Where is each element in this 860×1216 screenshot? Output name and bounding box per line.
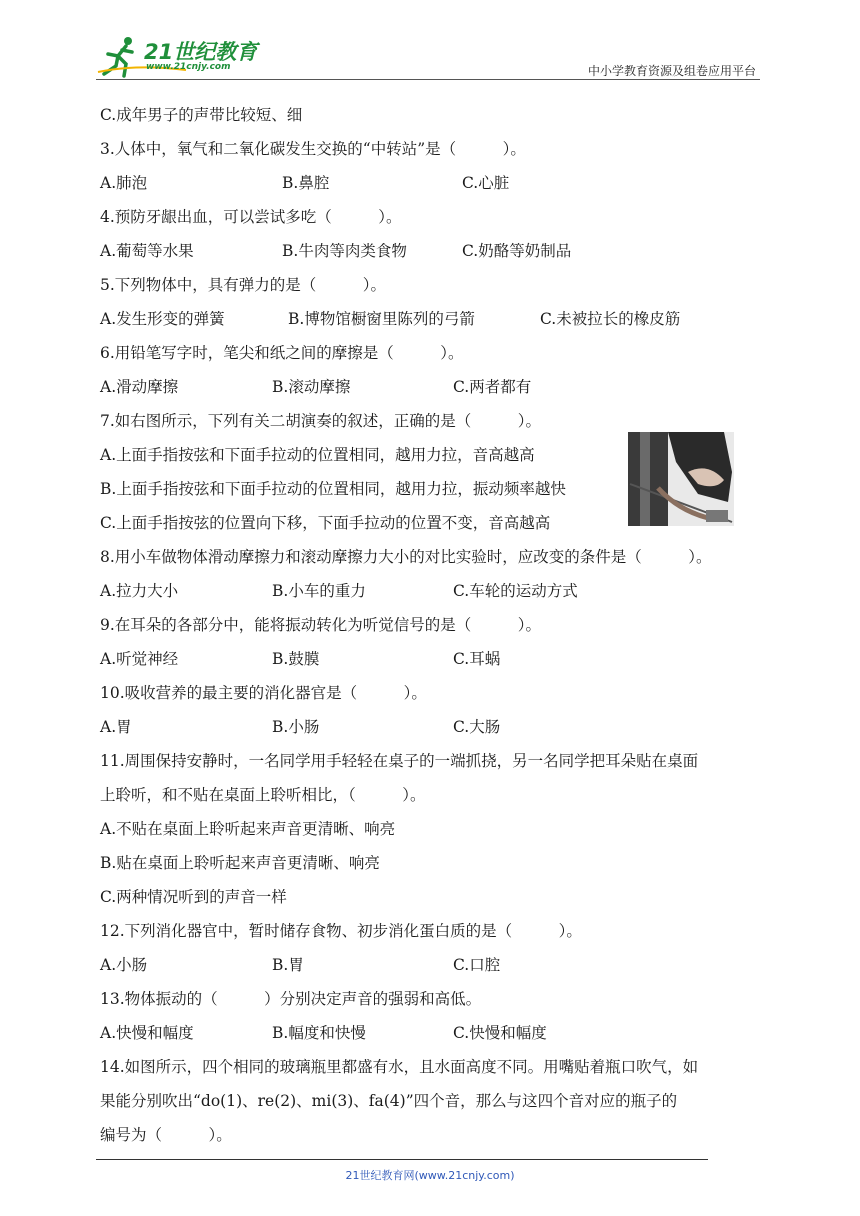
option-c: C.大肠 [453,718,501,736]
question-6: 6.用铅笔写字时，笔尖和纸之间的摩擦是（ ）。 [100,344,464,362]
option-c: C.上面手指按弦的位置向下移，下面手拉动的位置不变，音高越高 [100,514,551,532]
footer-text: 21世纪教育网(www.21cnjy.com) [345,1169,515,1182]
question-3: 3.人体中，氧气和二氧化碳发生交换的“中转站”是（ ）。 [100,140,526,158]
option-a: A.发生形变的弹簧 [100,310,225,328]
option-b: B.上面手指按弦和下面手拉动的位置相同，越用力拉，振动频率越快 [100,480,566,498]
question-7: 7.如右图所示，下列有关二胡演奏的叙述，正确的是（ ）。 [100,412,542,430]
erhu-performance-image [628,432,734,526]
question-12: 12.下列消化器官中，暂时储存食物、初步消化蛋白质的是（ ）。 [100,922,582,940]
logo-text: 21世纪教育 [144,40,258,64]
option-c: C.未被拉长的橡皮筋 [540,310,681,328]
option-a: A.小肠 [100,956,148,974]
question-14-cont: 编号为（ ）。 [100,1126,232,1144]
question-9: 9.在耳朵的各部分中，能将振动转化为听觉信号的是（ ）。 [100,616,542,634]
option-b: B.博物馆橱窗里陈列的弓箭 [288,310,475,328]
footer-divider [96,1159,708,1160]
option-a: A.葡萄等水果 [100,242,194,260]
option-a: A.拉力大小 [100,582,179,600]
option-c: C.车轮的运动方式 [453,582,578,600]
question-10: 10.吸收营养的最主要的消化器官是（ ）。 [100,684,427,702]
question-4: 4.预防牙龈出血，可以尝试多吃（ ）。 [100,208,402,226]
option-c: C.心脏 [462,174,510,192]
option-b: B.胃 [272,956,304,974]
option-c: C.口腔 [453,956,501,974]
option-a: A.上面手指按弦和下面手拉动的位置相同，越用力拉，音高越高 [100,446,535,464]
question-11: 11.周围保持安静时，一名同学用手轻轻在桌子的一端抓挠，另一名同学把耳朵贴在桌面 [100,752,699,770]
question-13: 13.物体振动的（ ）分别决定声音的强弱和高低。 [100,990,482,1008]
question-11-cont: 上聆听，和不贴在桌面上聆听相比，（ ）。 [100,786,426,804]
option-a: A.听觉神经 [100,650,179,668]
option-a: A.滑动摩擦 [100,378,179,396]
logo-url: www.21cnjy.com [146,62,231,72]
option-b: B.滚动摩擦 [272,378,351,396]
option-a: A.快慢和幅度 [100,1024,194,1042]
platform-title: 中小学教育资源及组卷应用平台 [587,64,756,78]
option-b: B.鼻腔 [282,174,330,192]
option-a: A.肺泡 [100,174,148,192]
question-5: 5.下列物体中，具有弹力的是（ ）。 [100,276,387,294]
option-b: B.牛肉等肉类食物 [282,242,407,260]
option-b: B.幅度和快慢 [272,1024,366,1042]
question-14: 14.如图所示，四个相同的玻璃瓶里都盛有水，且水面高度不同。用嘴贴着瓶口吹气，如 [100,1058,699,1076]
option-c: C.两种情况听到的声音一样 [100,888,287,906]
option-c: C.两者都有 [453,378,532,396]
option-b: B.鼓膜 [272,650,320,668]
text-line: C.成年男子的声带比较短、细 [100,106,303,124]
question-8: 8.用小车做物体滑动摩擦力和滚动摩擦力大小的对比实验时，应改变的条件是（ ）。 [100,548,712,566]
page-header [96,34,760,80]
option-c: C.奶酪等奶制品 [462,242,572,260]
option-b: B.贴在桌面上聆听起来声音更清晰、响亮 [100,854,380,872]
option-a: A.胃 [100,718,132,736]
option-a: A.不贴在桌面上聆听起来声音更清晰、响亮 [100,820,396,838]
option-c: C.快慢和幅度 [453,1024,547,1042]
question-14-cont: 果能分别吹出“do(1)、re(2)、mi(3)、fa(4)”四个音，那么与这四个音对应的瓶子的 [100,1092,678,1110]
option-c: C.耳蜗 [453,650,501,668]
option-b: B.小车的重力 [272,582,366,600]
option-b: B.小肠 [272,718,320,736]
header-divider [96,79,760,80]
